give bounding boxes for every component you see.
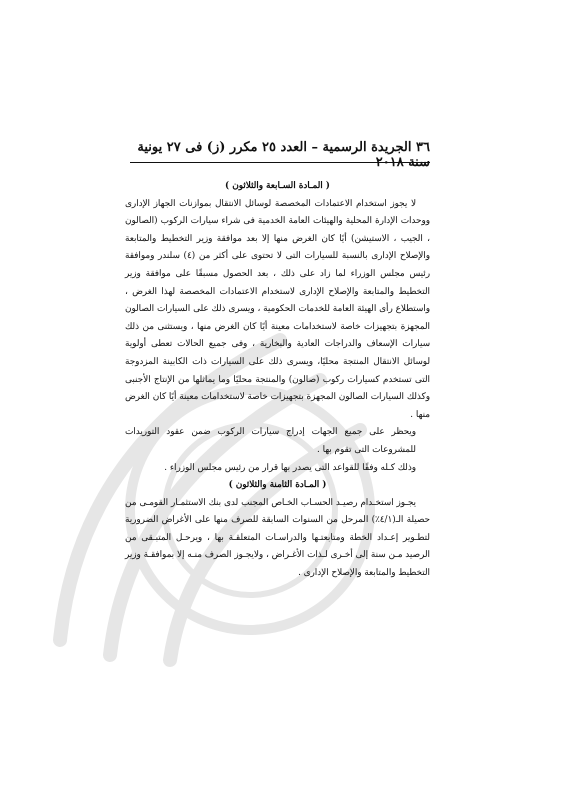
article-37-paragraph-1: لا يجوز استخدام الاعتمادات المخصصة لوسائل الانتقال بموازنات الجهاز الإدارى ووحدات الإدارة المحلية والهيئات العامة الخدمية فى شراء سيارات الركوب (الصالون ، الجيب ، الاستيشن) أيًا كان الغرض منها إلا بعد موافقة وزير التخطيط والمتابعة والإصلاح الإدارى بالنسبة للسيارات التى لا تحتوى على أكثر من (٤) سلندر وموافقة رئيس مجلس الوزراء لما زاد على ذلك ، بعد الحصول مسبقًا على موافقة وزير التخطيط والمتابعة والإصلاح الإدارى لاستخدام الاعتمادات المخصصة لهذا الغرض ، واستطلاع رأى الهيئة العامة للخدمات الحكومية ، ويسرى ذلك على السيارات الصالون المجهزة بتجهيزات خاصة لاستخدامات معينة أيًا كان الغرض منها ، ويستثنى من ذلك سيارات الإسعاف والدراجات العادية والبخارية ، وفى جميع الحالات تعطى أولوية لوسائل الانتقال المنتجة محليًا، ويسرى ذلك على السيارات ذات الكابينة المزدوجة التى تستخدم كسيارات ركوب (صالون) والمنتجة محليًا وما يماثلها من الإنتاج الأجنبى وكذلك السيارات الصالون المجهزة بتجهيزات خاصة لاستخدامات معينة أيًا كان الغرض منها . xyxy=(125,198,430,420)
article-37-heading: ( المـادة السـابعة والثلاثون ) xyxy=(225,181,330,191)
article-38-heading: ( المـادة الثامنة والثلاثون ) xyxy=(228,480,327,491)
article-37-paragraph-2: ويحظر على جميع الجهات إدراج سيارات الركوب ضمن عقود التوريدات للمشروعات التى تقوم بها . xyxy=(125,427,416,455)
header-divider xyxy=(130,162,430,163)
article-37-paragraph-3: وذلك كـله وفقًا للقواعد التى يصدر بها قرار من رئيس مجلس الوزراء . xyxy=(164,462,416,473)
article-38-paragraph-1: يجـوز استخـدام رصيـد الحسـاب الخـاص المجنب لدى بنك الاستثمـار القومـى من حصيلة الـ(٤/١٪) المرحل من السنوات السابقة للصرف منها على الأغراض الضرورية لتطـوير إعـداد الخطة ومتابعتـها والدراسـات المتعلقـة بها ، ويرحـل المتبـقى من الرصيد مـن سنة إلى أخـرى لـذات الأغـراض ، ولايجـوز الصرف منـه إلا بموافقـة وزير التخطيط والمتابعة والإصلاح الإدارى . xyxy=(125,497,430,579)
document-body xyxy=(125,178,430,583)
page-header: ٣٦ الجريدة الرسمية – العدد ٢٥ مكرر (ز) فى ٢٧ يونية سنة ٢٠١٨ xyxy=(137,140,430,170)
